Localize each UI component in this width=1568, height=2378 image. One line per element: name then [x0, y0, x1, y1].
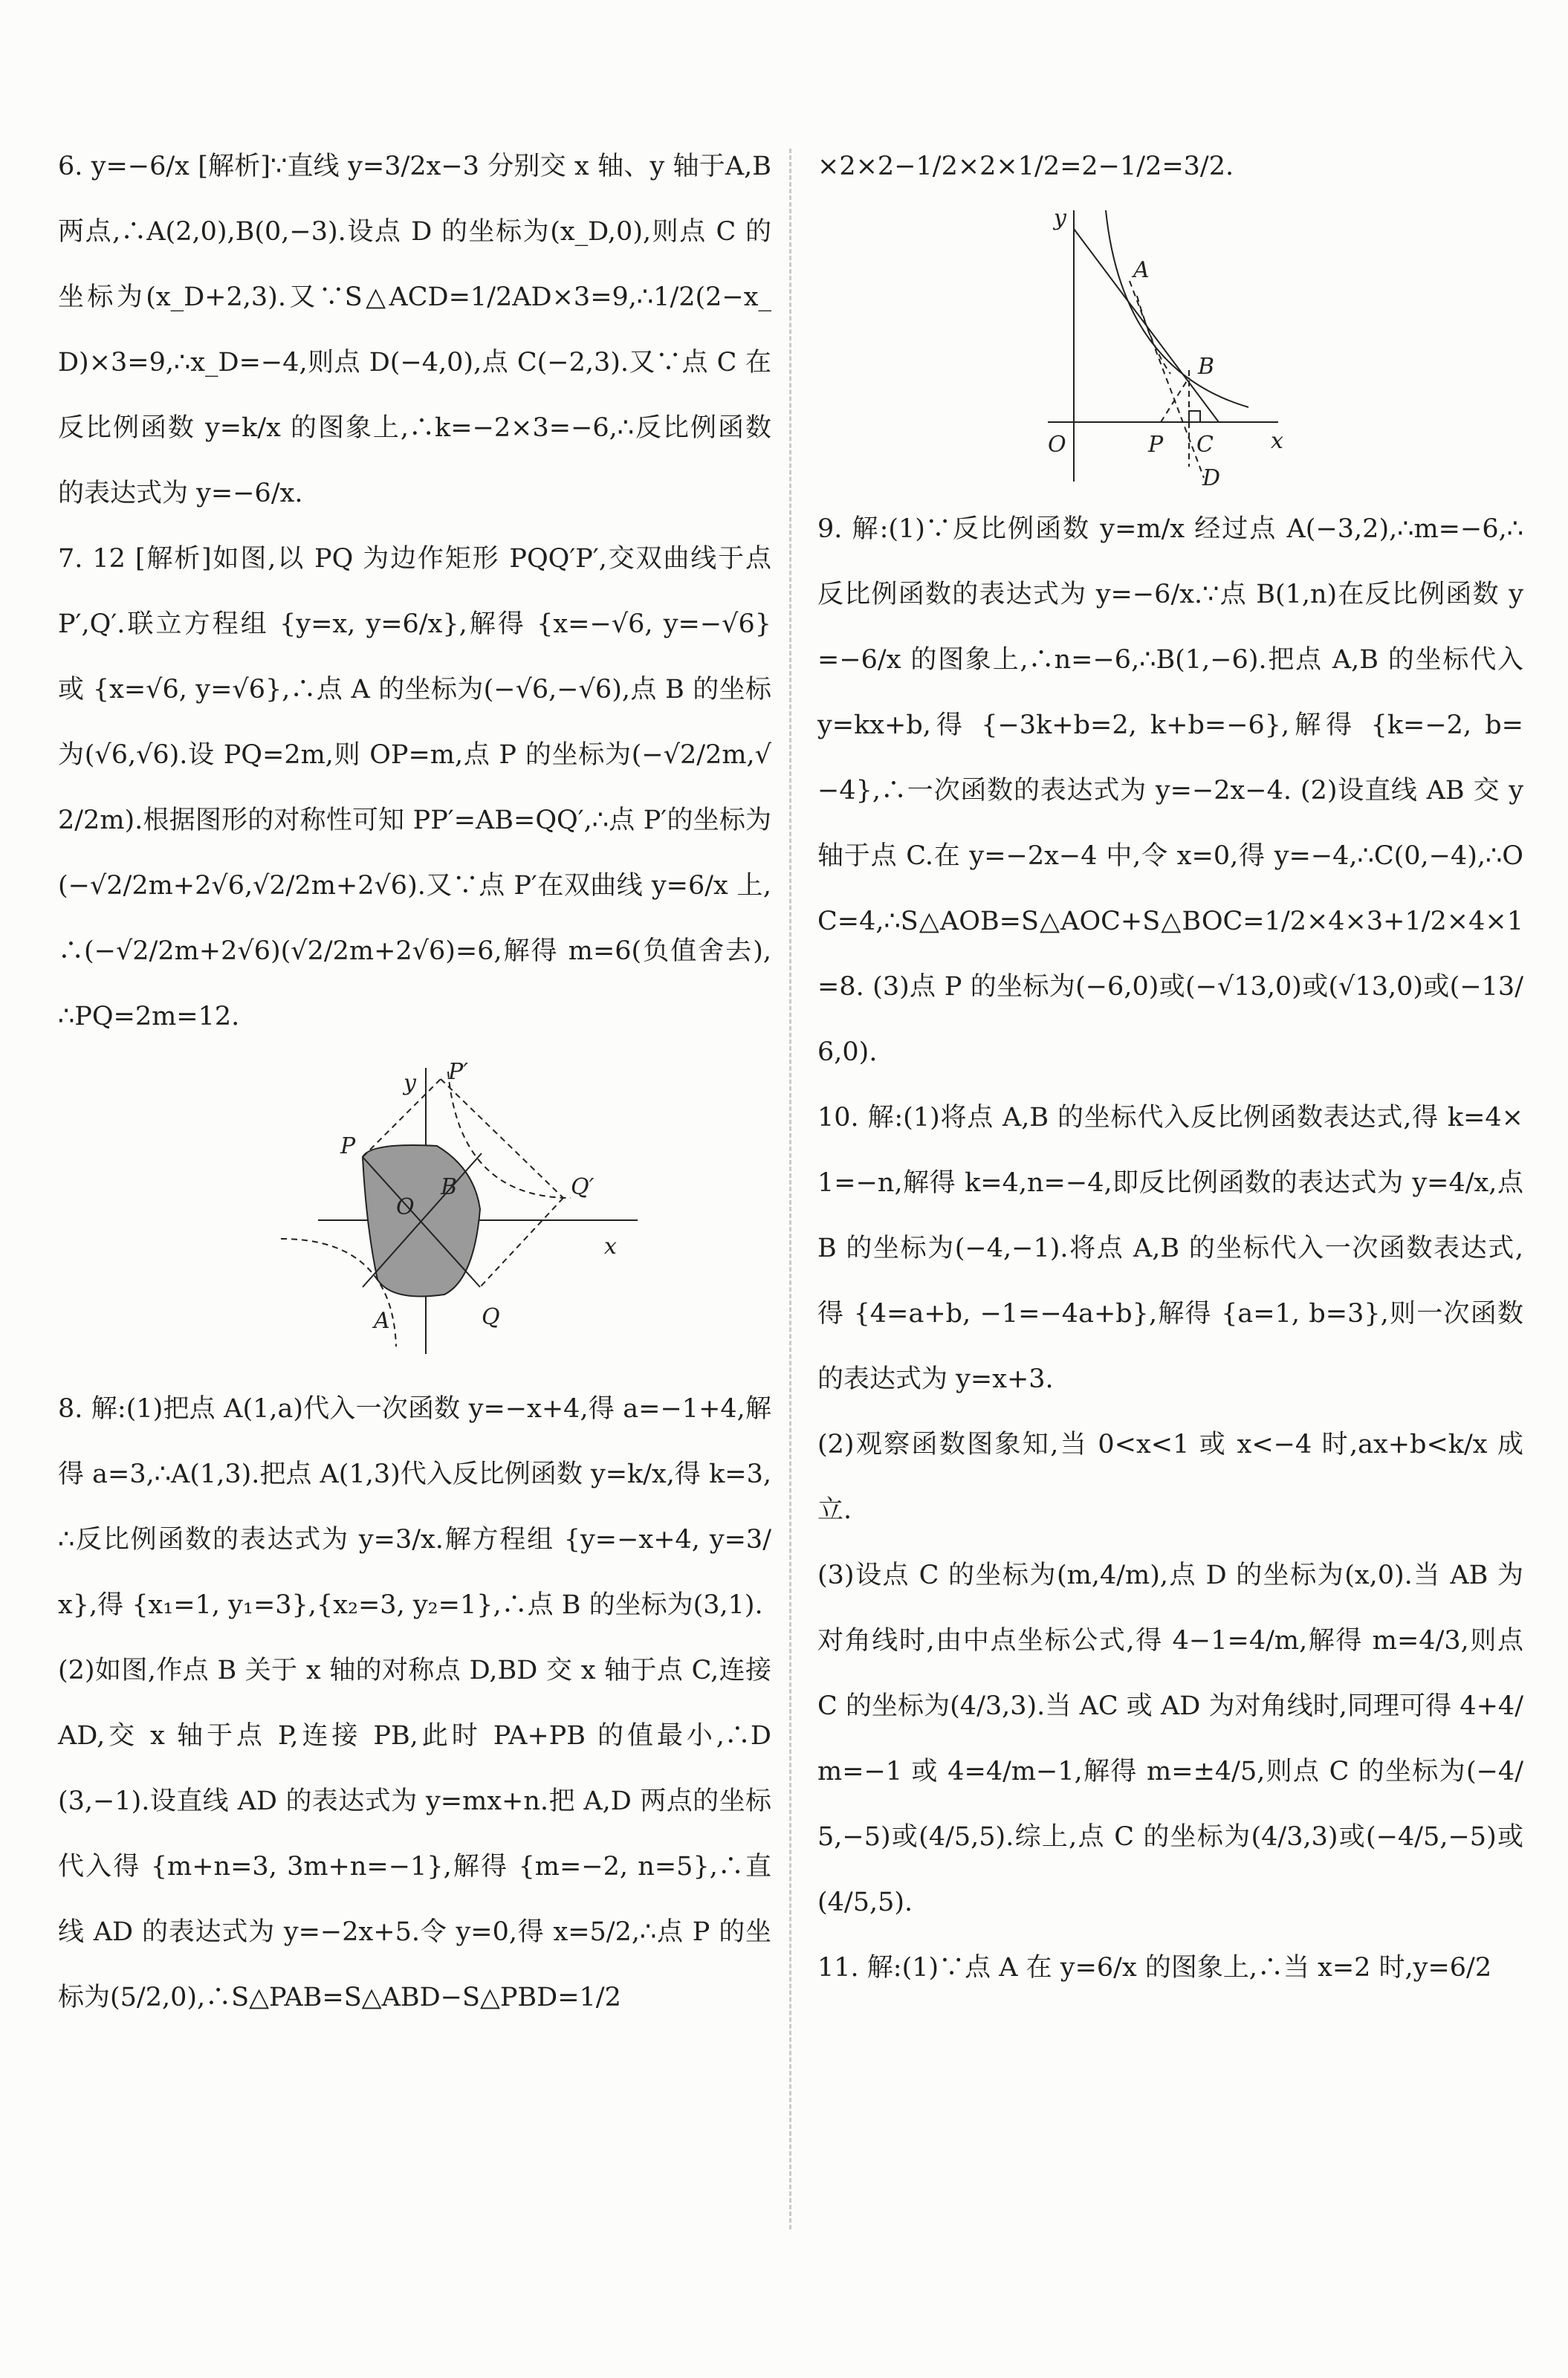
answer-10-part2: (2)观察函数图象知,当 0<x<1 或 x<−4 时,ax+b<k/x 成立. [817, 1430, 1523, 1525]
fig7-label-a: A [374, 1308, 390, 1334]
right-column [817, 134, 1523, 2000]
answer-10-part3: (3)设点 C 的坐标为(m,4/m),点 D 的坐标为(x,0).当 AB 为对角线时,由中点坐标公式,得 4−1=4/m,解得 m=4/3,则点 C 的坐标为(4/3,3).当 AC 或 AD 为对角线时,同理可得 4+4/m=−1 或 4=4/m−1,解得 m=±4/5,则点 C 的坐标为(−4/5,−5)或(4/5,5).综上,点 C 的坐标为(4/3,3)或(−4/5,−5)或(4/5,5). [817, 1561, 1523, 1917]
fig7-label-qprime: Q′ [571, 1174, 595, 1200]
fig7-label-p: P [340, 1133, 356, 1159]
left-column [58, 134, 771, 2030]
fig8-label-x: x [1271, 428, 1283, 454]
figure-q7 [58, 1049, 771, 1376]
answer-10-part1: 10. 解:(1)将点 A,B 的坐标代入反比例函数表达式,得 k=4×1=−n,解得 k=4,n=−4,即反比例函数的表达式为 y=4/x,点 B 的坐标为(−4,−1).将点 A,B 的坐标代入一次函数表达式,得 {4=a+b, −1=−4a+b},解得 {a=1, b=3},则一次函数的表达式为 y=x+3. [817, 1103, 1523, 1394]
answer-11: 11. 解:(1)∵点 A 在 y=6/x 的图象上,∴当 x=2 时,y=6/2 [817, 1953, 1492, 1983]
answer-8-part1: 8. 解:(1)把点 A(1,a)代入一次函数 y=−x+4,得 a=−1+4,解得 a=3,∴A(1,3).把点 A(1,3)代入反比例函数 y=k/x,得 k=3,∴反比例函数的表达式为 y=3/x.解方程组 {y=−x+4, y=3/x},得 {x₁=1, y₁=3},{x₂=3, y₂=1},∴点 B 的坐标为(3,1). [58, 1394, 771, 1620]
fig8-label-y: y [1054, 205, 1066, 231]
fig7-label-pprime: P′ [448, 1059, 468, 1085]
column-divider [789, 149, 791, 2229]
answer-9: 9. 解:(1)∵反比例函数 y=m/x 经过点 A(−3,2),∴m=−6,∴反比例函数的表达式为 y=−6/x.∵点 B(1,n)在反比例函数 y=−6/x 的图象上,∴n=−6,∴B(1,−6).把点 A,B 的坐标代入 y=kx+b,得 {−3k+b=2, k+b=−6},解得 {k=−2, b=−4},∴一次函数的表达式为 y=−2x−4. (2)设直线 AB 交 y 轴于点 C.在 y=−2x−4 中,令 x=0,得 y=−4,∴C(0,−4),∴OC=4,∴S△AOB=S△AOC+S△BOC=1/2×4×3+1/2×4×1=8. (3)点 P 的坐标为(−6,0)或(−√13,0)或(√13,0)或(−13/6,0). [817, 514, 1523, 1067]
fig7-label-y: y [404, 1070, 416, 1096]
fig7-label-q: Q [482, 1304, 500, 1330]
answer-8-part2: (2)如图,作点 B 关于 x 轴的对称点 D,BD 交 x 轴于点 C,连接 AD,交 x 轴于点 P,连接 PB,此时 PA+PB 的值最小,∴D(3,−1).设直线 AD 的表达式为 y=mx+n.把 A,D 两点的坐标代入得 {m+n=3, 3m+n=−1},解得 {m=−2, n=5},∴直线 AD 的表达式为 y=−2x+5.令 y=0,得 x=5/2,∴点 P 的坐标为(5/2,0),∴S△PAB=S△ABD−S△PBD=1/2 [58, 1656, 771, 2012]
fig8-label-b: B [1198, 354, 1215, 380]
answer-6: 6. y=−6/x [解析]∵直线 y=3/2x−3 分别交 x 轴、y 轴于A,B 两点,∴A(2,0),B(0,−3).设点 D 的坐标为(x_D,0),则点 C 的坐标为(x_D+2,3).又∵S△ACD=1/2AD×3=9,∴1/2(2−x_D)×3=9,∴x_D=−4,则点 D(−4,0),点 C(−2,3).又∵点 C 在反比例函数 y=k/x 的图象上,∴k=−2×3=−6,∴反比例函数的表达式为 y=−6/x. [58, 152, 771, 508]
fig8-label-a: A [1133, 257, 1150, 283]
answer-7: 7. 12 [解析]如图,以 PQ 为边作矩形 PQQ′P′,交双曲线于点 P′,Q′.联立方程组 {y=x, y=6/x},解得 {x=−√6, y=−√6} 或 {x=√6, y=√6},∴点 A 的坐标为(−√6,−√6),点 B 的坐标为(√6,√6).设 PQ=2m,则 OP=m,点 P 的坐标为(−√2/2m,√2/2m).根据图形的对称性可知 PP′=AB=QQ′,∴点 P′的坐标为(−√2/2m+2√6,√2/2m+2√6).又∵点 P′在双曲线 y=6/x 上,∴(−√2/2m+2√6)(√2/2m+2√6)=6,解得 m=6(负值舍去),∴PQ=2m=12. [58, 544, 771, 1031]
fig8-label-o: O [1048, 432, 1066, 458]
fig8-label-p: P [1148, 432, 1164, 458]
fig7-label-o: O [396, 1194, 415, 1220]
fig7-label-x: x [604, 1234, 617, 1260]
answer-8-continued: ×2×2−1/2×2×1/2=2−1/2=3/2. [817, 152, 1234, 181]
fig7-label-b: B [441, 1174, 458, 1200]
fig8-label-c: C [1196, 432, 1214, 458]
fig8-label-d: D [1202, 465, 1221, 491]
figure-q8 [817, 199, 1523, 496]
